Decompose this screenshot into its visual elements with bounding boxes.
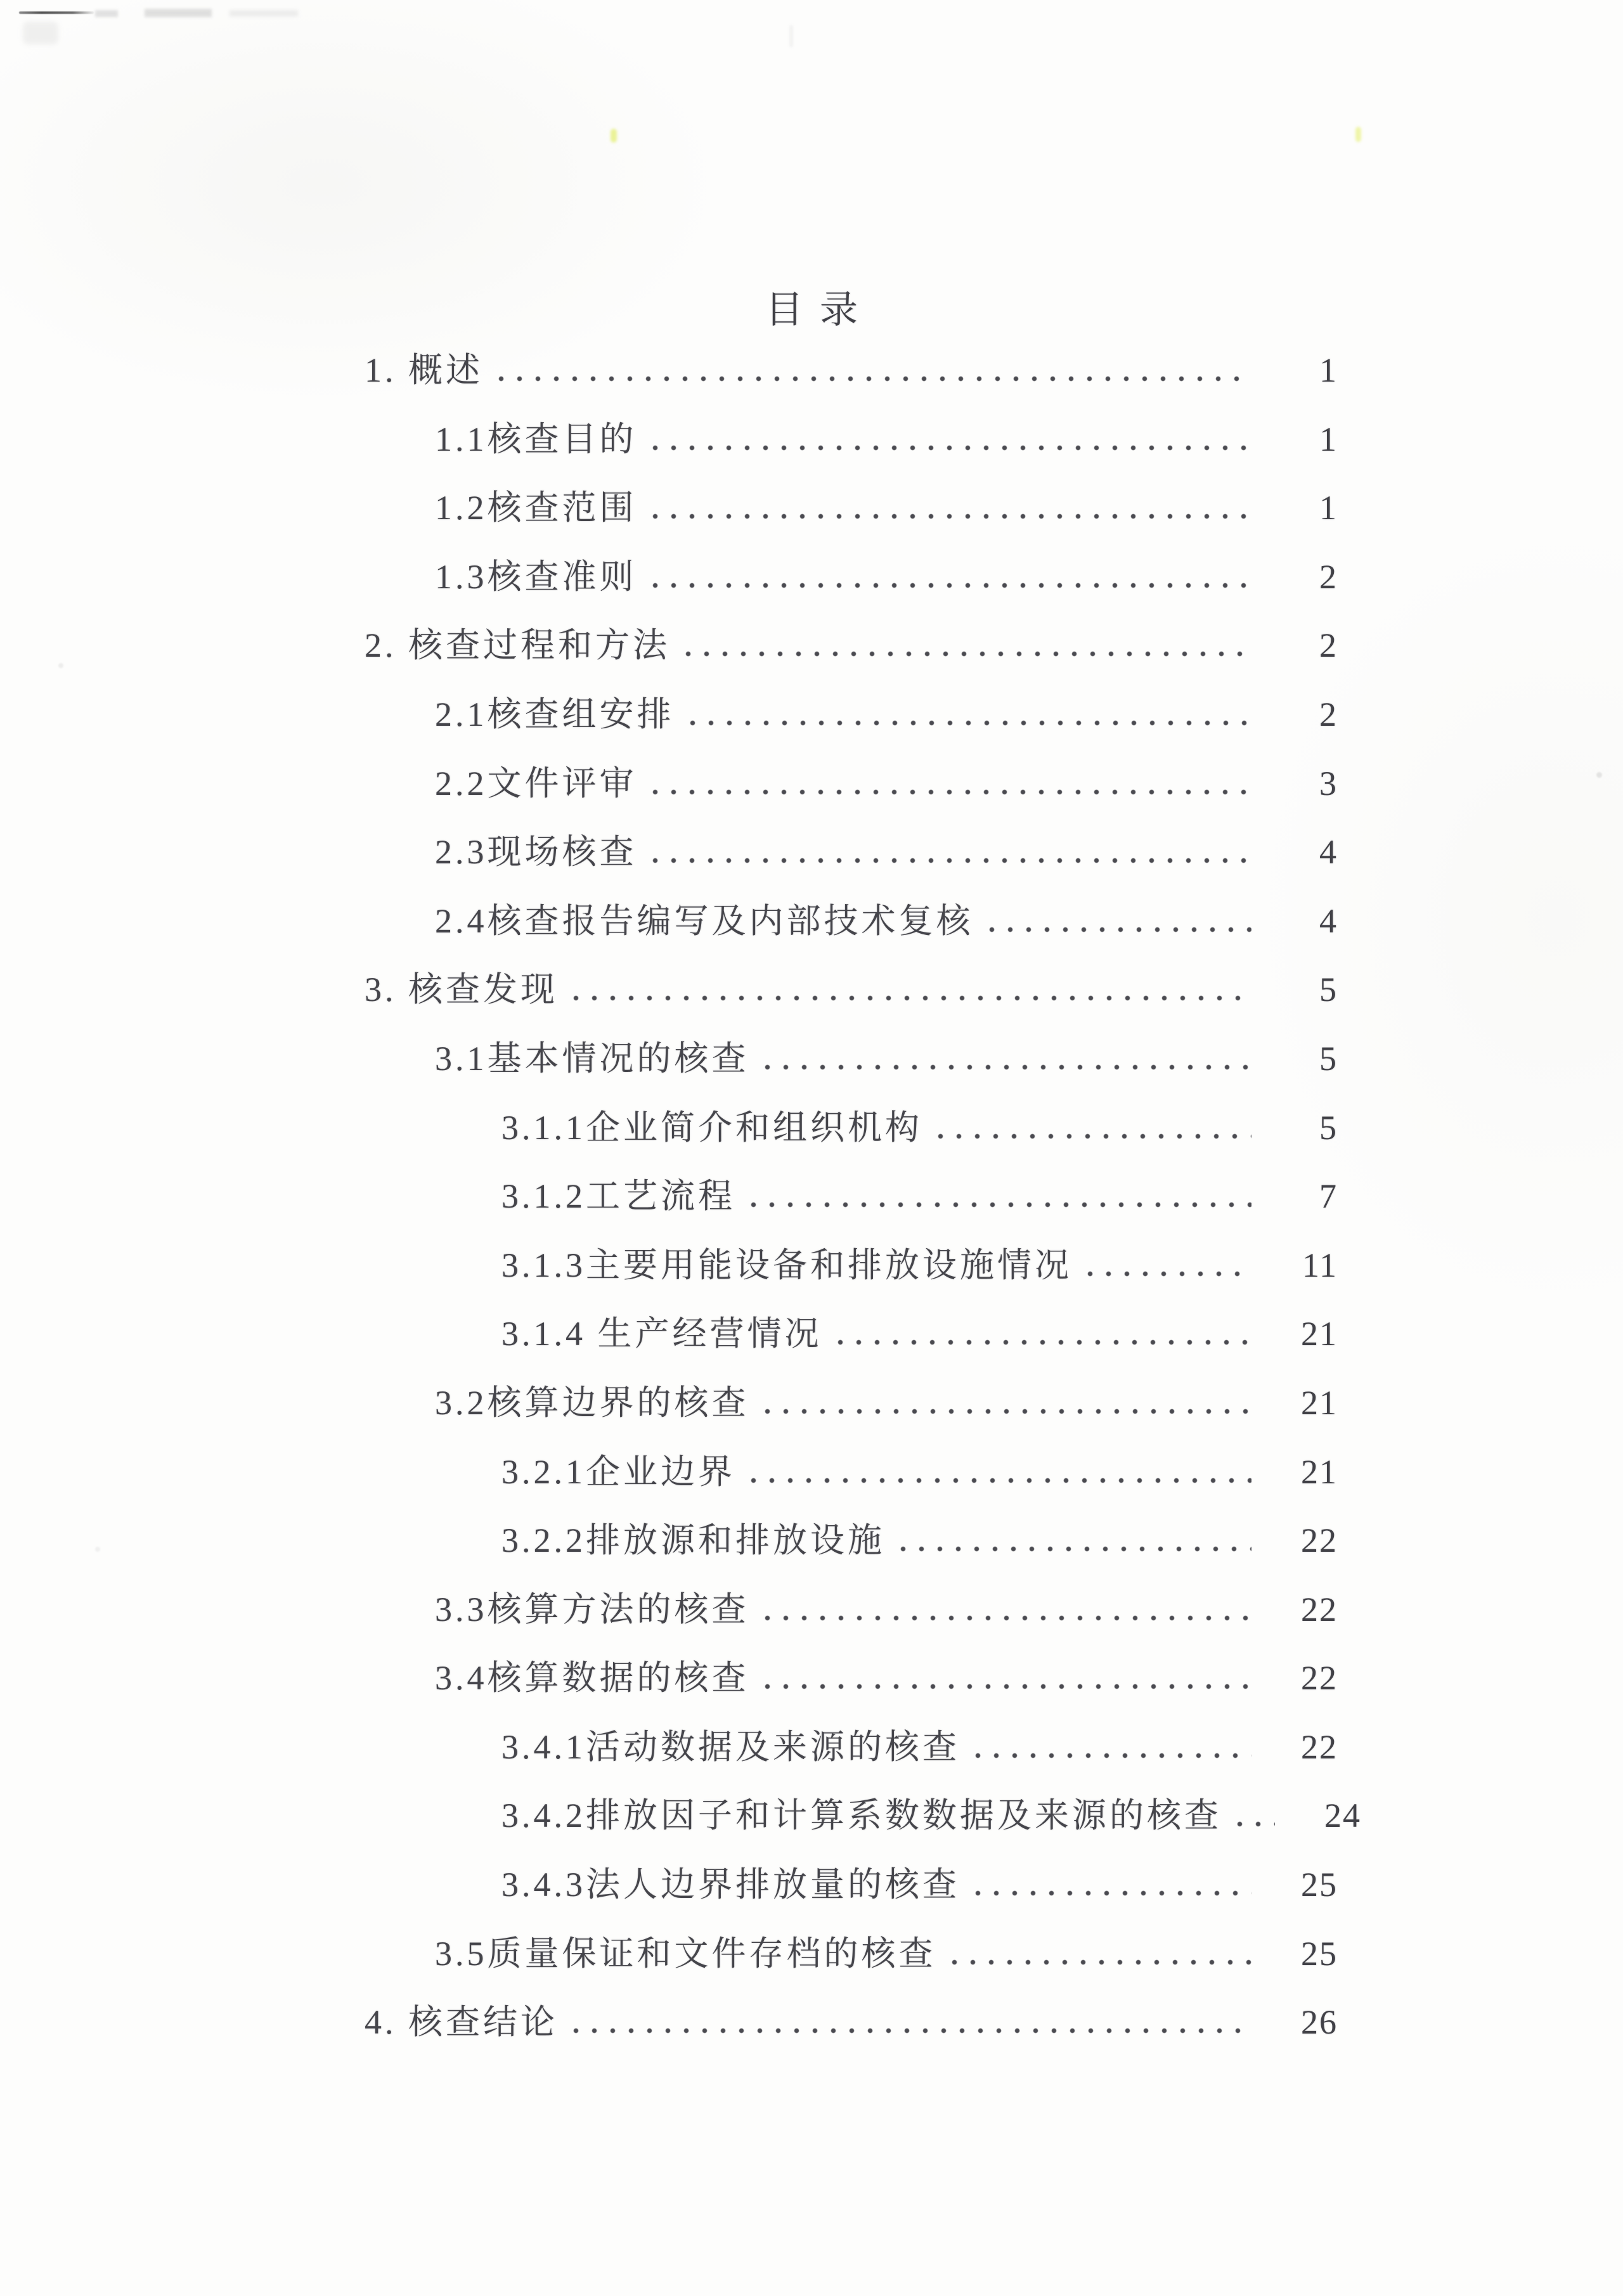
toc-entry-label: 2.2文件评审 [435,764,637,803]
toc-dot-leader [765,1615,1252,1621]
toc-entry-label: 3.1.2工艺流程 [501,1177,735,1216]
toc-entry-label: 3.5质量保证和文件存档的核查 [435,1934,936,1973]
toc-entry-label: 3. 核查发现 [365,971,558,1009]
toc-entry [365,894,1338,963]
toc-entry [365,1169,1338,1238]
toc-entry [365,1788,1361,1857]
toc-entry [365,412,1338,481]
toc-entry [365,1651,1338,1720]
toc-entry [365,1857,1338,1926]
toc-dot-leader [765,1409,1252,1414]
toc-dot-leader [975,1753,1251,1758]
toc-entry-page: 22 [1301,1659,1338,1698]
toc-dot-leader [751,1478,1251,1483]
toc-entry-label: 3.2.1企业边界 [501,1452,735,1491]
toc-entry [365,1376,1338,1445]
toc-entry-label: 1.1核查目的 [435,420,637,458]
table-of-contents [365,343,1361,2064]
toc-entry-label: 3.1.3主要用能设备和排放设施情况 [501,1246,1072,1284]
toc-entry-page: 2 [1319,557,1338,596]
toc-entry [365,1238,1338,1307]
toc-dot-leader [685,651,1251,657]
toc-dot-leader [837,1339,1252,1345]
toc-entry [365,1306,1338,1376]
toc-entry-label: 3.2.2排放源和排放设施 [501,1521,885,1560]
toc-entry-page: 21 [1301,1383,1338,1422]
toc-dot-leader [652,858,1252,863]
toc-entry [365,550,1338,619]
toc-entry-label: 2.3现场核查 [435,833,637,872]
toc-entry-label: 3.4.1活动数据及来源的核查 [501,1727,960,1766]
toc-entry-page: 25 [1301,1866,1338,1904]
toc-entry-page: 22 [1301,1521,1338,1560]
toc-entry [365,1582,1338,1651]
toc-entry-label: 1.3核查准则 [435,557,637,596]
toc-entry-label: 1.2核查范围 [435,489,637,527]
toc-entry-page: 24 [1324,1796,1361,1835]
toc-entry-page: 21 [1301,1452,1338,1491]
toc-entry-page: 25 [1301,1934,1338,1973]
toc-dot-leader [652,513,1252,519]
toc-entry-label: 3.4.3法人边界排放量的核查 [501,1866,960,1904]
toc-dot-leader [938,1133,1251,1139]
toc-entry-page: 11 [1302,1246,1338,1284]
toc-dot-leader [690,720,1252,726]
toc-dot-leader [573,995,1251,1001]
toc-entry-label: 1. 概述 [365,351,483,389]
toc-entry [365,1926,1338,1996]
toc-entry-label: 4. 核查结论 [365,2003,558,2042]
toc-entry [365,687,1338,756]
toc-dot-leader [900,1546,1251,1552]
toc-entry-label: 3.2核算边界的核查 [435,1383,749,1422]
toc-entry [365,1031,1338,1100]
toc-entry [365,962,1338,1031]
toc-entry [365,1995,1338,2064]
toc-entry [365,756,1338,825]
toc-dot-leader [765,1064,1252,1070]
toc-dot-leader [652,583,1252,588]
toc-entry-page: 7 [1319,1177,1338,1216]
toc-entry [365,1513,1338,1582]
toc-entry-page: 1 [1319,420,1338,458]
toc-dot-leader [652,789,1252,795]
toc-entry-page: 4 [1319,901,1338,940]
toc-entry-page: 22 [1301,1727,1338,1766]
toc-dot-leader [1237,1821,1275,1827]
page-title: 目录 [765,289,874,331]
toc-entry-label: 3.4核算数据的核查 [435,1659,749,1698]
toc-dot-leader [975,1890,1251,1896]
toc-entry [365,1720,1338,1789]
toc-entry [365,343,1338,412]
toc-entry-page: 26 [1301,2003,1338,2042]
toc-entry-label: 3.1.1企业简介和组织机构 [501,1108,922,1147]
toc-entry-label: 3.4.2排放因子和计算系数数据及来源的核查 [501,1796,1222,1835]
toc-entry-page: 5 [1319,1108,1338,1147]
toc-entry-page: 3 [1319,764,1338,803]
toc-entry [365,480,1338,550]
toc-entry-label: 3.3核算方法的核查 [435,1590,749,1628]
toc-entry-page: 21 [1301,1315,1338,1353]
toc-entry-page: 2 [1319,695,1338,733]
toc-entry [365,1100,1338,1170]
toc-dot-leader [765,1684,1252,1689]
toc-entry-page: 4 [1319,833,1338,872]
toc-dot-leader [952,1959,1252,1965]
toc-entry-label: 2. 核查过程和方法 [365,626,670,665]
toc-entry [365,825,1338,894]
toc-entry-page: 1 [1319,489,1338,527]
toc-entry [365,1445,1338,1514]
toc-entry-page: 2 [1319,626,1338,665]
toc-entry-label: 2.4核查报告编写及内部技术复核 [435,901,974,940]
toc-entry-page: 22 [1301,1590,1338,1628]
toc-entry [365,618,1338,687]
toc-entry-page: 5 [1319,971,1338,1009]
toc-dot-leader [751,1202,1251,1208]
toc-entry-page: 1 [1319,351,1338,389]
toc-dot-leader [498,376,1251,382]
toc-dot-leader [573,2028,1251,2034]
toc-dot-leader [652,445,1252,451]
toc-entry-label: 2.1核查组安排 [435,695,675,733]
toc-entry-label: 3.1基本情况的核查 [435,1039,749,1078]
toc-dot-leader [1087,1271,1251,1277]
toc-dot-leader [989,927,1252,932]
toc-entry-label: 3.1.4 生产经营情况 [501,1315,822,1353]
toc-entry-page: 5 [1319,1039,1338,1078]
